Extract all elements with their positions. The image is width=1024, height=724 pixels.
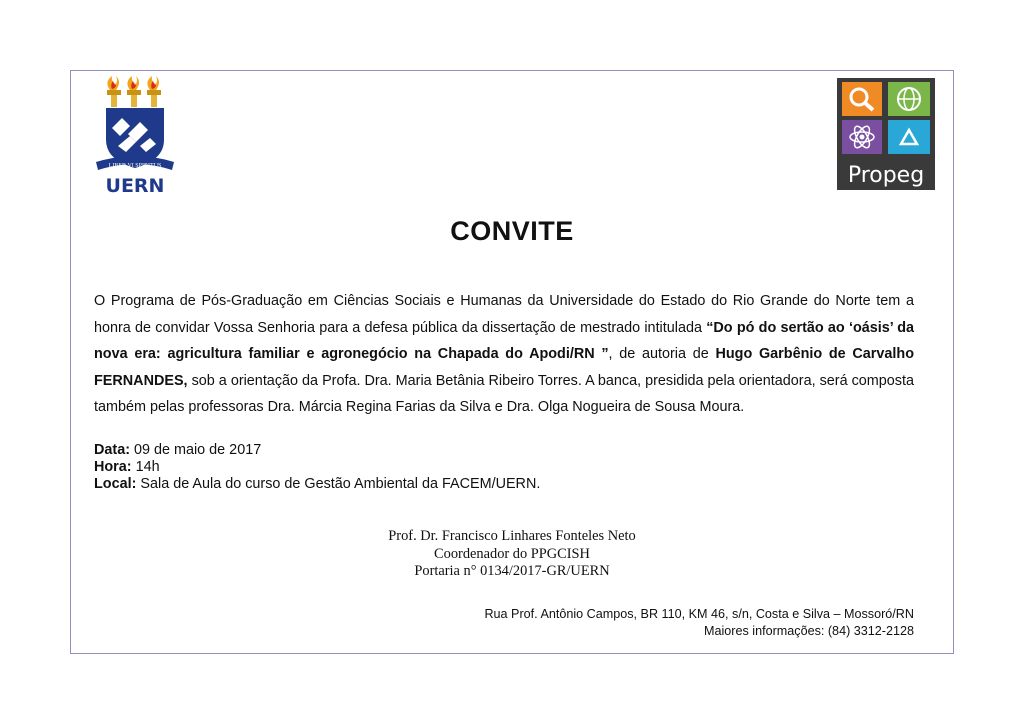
- footer: [484, 606, 914, 639]
- time-label: Hora:: [94, 459, 132, 475]
- signatory-portaria: Portaria n° 0134/2017-GR/UERN: [414, 563, 610, 579]
- author-name: Hugo Garbênio de Carvalho FERNANDES,: [94, 346, 914, 389]
- propeg-logo-text: Propeg: [847, 163, 925, 188]
- place-value: Sala de Aula do curso de Gestão Ambiental da FACEM/UERN.: [136, 476, 541, 492]
- body-text-3: sob a orientação da Profa. Dra. Maria Betânia Ribeiro Torres. A banca, presidida pela orientadora, será composta também pelas professoras Dra. Márcia Regina Farias da Silva e Dra. Olga Nogueira de Sousa Moura.: [94, 372, 914, 415]
- date-value: 09 de maio de 2017: [129, 442, 262, 458]
- torch-icon: [107, 76, 161, 107]
- svg-text:LIBER VI SPIRITUS: LIBER VI SPIRITUS: [108, 163, 162, 169]
- event-details: [94, 442, 914, 493]
- motto-ribbon: [96, 156, 174, 170]
- footer-info: Maiores informações: (84) 3312-2128: [703, 623, 914, 638]
- uern-logo-text: UERN: [105, 175, 165, 196]
- page-title: CONVITE: [450, 216, 574, 246]
- time-value: 14h: [131, 459, 160, 475]
- time-line: [94, 459, 914, 476]
- body-text-1: O Programa de Pós-Graduação em Ciências Sociais e Humanas da Universidade do Estado do Rio Grande do Norte tem a honra de convidar Vossa Senhoria para a defesa pública da dissertação de mestrado intitulada: [94, 293, 914, 336]
- dissertation-title: “Do pó do sertão ao ‘oásis’ da nova era: agricultura familiar e agronegócio na Chapada do Apodi/RN ”: [94, 319, 914, 362]
- footer-address: Rua Prof. Antônio Campos, BR 110, KM 46, s/n, Costa e Silva – Mossoró/RN: [484, 607, 914, 621]
- invitation-paragraph: [94, 288, 914, 421]
- uern-logo: [92, 76, 178, 196]
- signature-block: [0, 528, 1024, 581]
- signatory-name: Prof. Dr. Francisco Linhares Fonteles Neto: [388, 528, 636, 544]
- date-line: [94, 442, 914, 459]
- recycle-icon: [888, 120, 930, 154]
- body-text-2: , de autoria de: [608, 346, 716, 362]
- magnifier-icon: [842, 82, 882, 116]
- place-line: [94, 476, 914, 493]
- date-label: Data:: [94, 442, 130, 458]
- propeg-logo: [837, 78, 935, 190]
- signatory-role: Coordenador do PPGCISH: [434, 545, 590, 562]
- place-label: Local:: [94, 476, 137, 492]
